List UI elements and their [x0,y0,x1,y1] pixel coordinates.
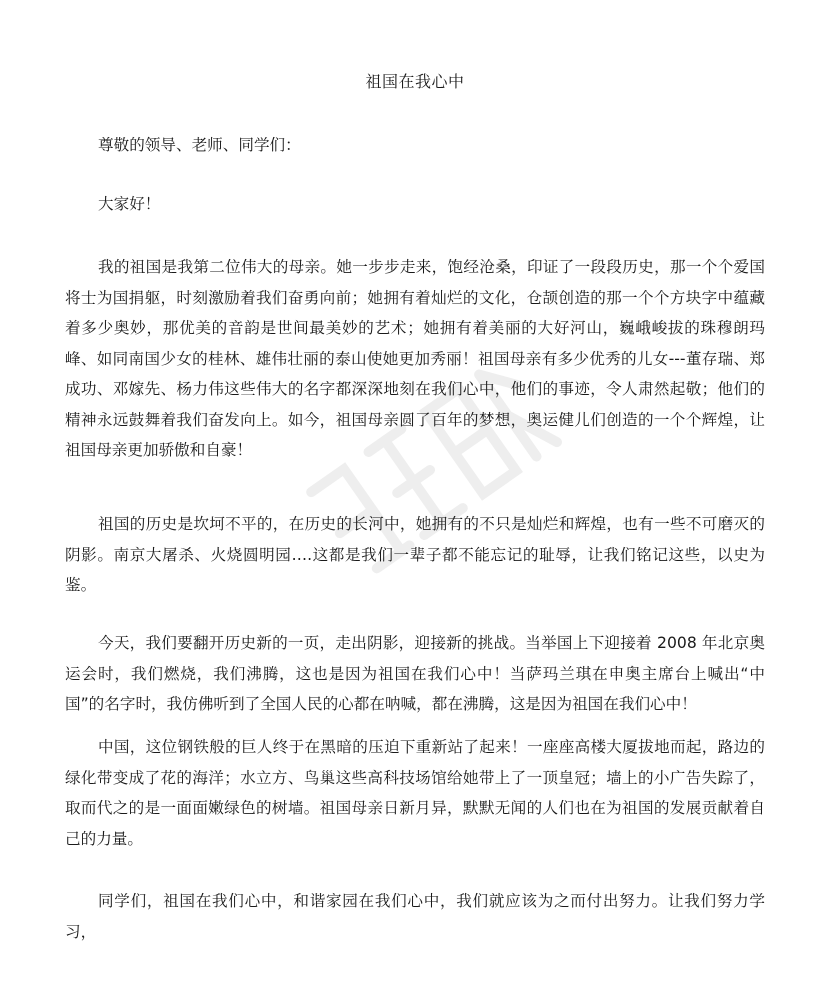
greeting: 大家好！ [98,195,161,213]
paragraph: 同学们，祖国在我们心中，和谐家园在我们心中，我们就应该为之而付出努力。让我们努力学习， [65,892,765,941]
paragraph: 中国，这位钢铁般的巨人终于在黑暗的压迫下重新站了起来！一座座高楼大厦拔地而起，路边的绿化带变成了花的海洋；水立方、鸟巢这些高科技场馆给她带上了一顶皇冠；墙上的小广告失踪了，取而代之的是一面面嫩绿色的树墙。祖国母亲日新月异，默默无闻的人们也在为祖国的发展贡献着自己的力量。 [65,738,765,848]
paragraph: 今天，我们要翻开历史新的一页，走出阴影，迎接新的挑战。当举国上下迎接着 2008 年北京奥运会时，我们燃烧，我们沸腾，这也是因为祖国在我们心中！当萨玛兰琪在申奥主席台上喊出“中国”的名字时，我仿佛听到了全国人民的心都在呐喊，都在沸腾，这是因为祖国在我们心中！ [65,634,765,713]
paragraph: 祖国的历史是坎坷不平的，在历史的长河中，她拥有的不只是灿烂和辉煌，也有一些不可磨灭的阴影。南京大屠杀、火烧圆明园….这都是我们一辈子都不能忘记的耻辱，让我们铭记这些，以史为鉴。 [65,515,765,594]
page-title: 祖国在我心中 [365,72,465,91]
salutation: 尊敬的领导、老师、同学们： [98,136,301,154]
paragraph: 我的祖国是我第二位伟大的母亲。她一步步走来，饱经沧桑，印证了一段段历史，那一个个爱国将士为国捐躯，时刻激励着我们奋勇向前；她拥有着灿烂的文化，仓颉创造的那一个个方块字中蕴藏着多少奥妙，那优美的音韵是世间最美妙的艺术；她拥有着美丽的大好河山，巍峨峻拔的珠穆朗玛峰、如同南国少女的桂林、雄伟壮丽的泰山使她更加秀丽！祖国母亲有多少优秀的儿女---董存瑞、郑成功、邓嫁先、杨力伟这些伟大的名字都深深地刻在我们心中，他们的事迹，令人肃然起敬；他们的精神永远鼓舞着我们奋发向上。如今，祖国母亲圆了百年的梦想，奥运健儿们创造的一个个辉煌，让祖国母亲更加骄傲和自豪！ [65,258,765,459]
